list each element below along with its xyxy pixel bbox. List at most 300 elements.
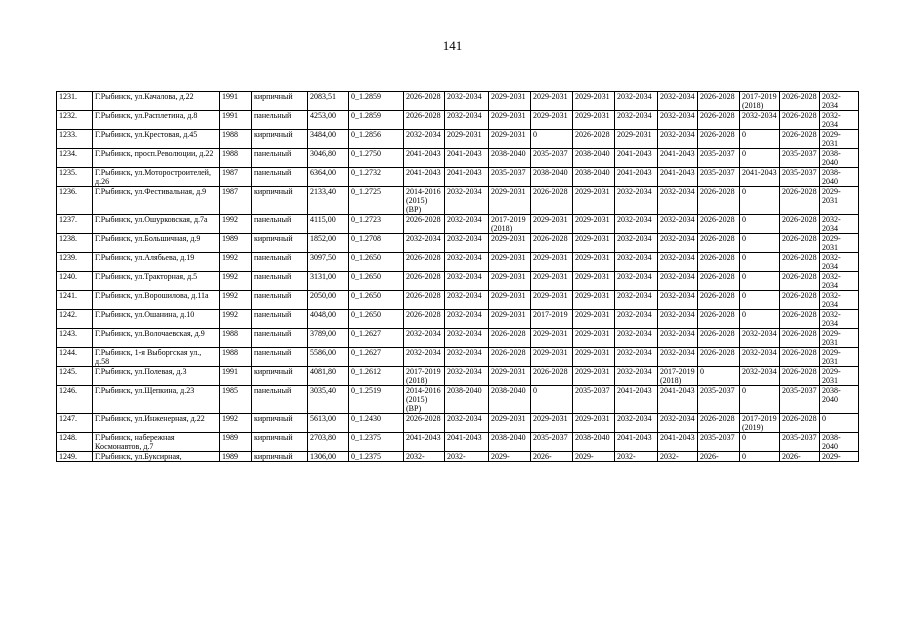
cell-works-3: 2038-2040 xyxy=(489,433,531,452)
cell-works-1: 2026-2028 xyxy=(404,111,445,130)
table-row xyxy=(57,272,859,291)
cell-address: Г.Рыбинск, ул.Волочаевская, д.9 xyxy=(93,329,220,348)
cell-build-year: 1989 xyxy=(220,452,252,462)
cell-works-10: 2035-2037 xyxy=(780,149,820,168)
cell-build-year: 1987 xyxy=(220,168,252,187)
cell-works-5: 2038-2040 xyxy=(573,149,615,168)
cell-priority-index: 0_1.2612 xyxy=(349,367,404,386)
cell-build-year: 1988 xyxy=(220,130,252,149)
cell-works-8: 2035-2037 xyxy=(698,149,740,168)
cell-priority-index: 0_1.2650 xyxy=(349,272,404,291)
cell-build-year: 1985 xyxy=(220,386,252,414)
cell-wall-material: панельный xyxy=(252,168,308,187)
cell-works-4: 2029-2031 xyxy=(531,111,573,130)
cell-priority-index: 0_1.2650 xyxy=(349,310,404,329)
cell-works-4: 0 xyxy=(531,386,573,414)
cell-works-1: 2026-2028 xyxy=(404,310,445,329)
cell-works-1: 2026-2028 xyxy=(404,272,445,291)
cell-row-number: 1248. xyxy=(57,433,93,452)
cell-works-6: 2032- xyxy=(615,452,658,462)
cell-works-11: 2032-2034 xyxy=(820,272,859,291)
cell-works-1: 2026-2028 xyxy=(404,291,445,310)
cell-works-9: 0 xyxy=(740,215,780,234)
cell-works-8: 2035-2037 xyxy=(698,168,740,187)
table-row xyxy=(57,414,859,433)
cell-priority-index: 0_1.2750 xyxy=(349,149,404,168)
cell-works-9: 0 xyxy=(740,272,780,291)
cell-build-year: 1992 xyxy=(220,253,252,272)
cell-address: Г.Рыбинск, ул.Щепкина, д.23 xyxy=(93,386,220,414)
cell-works-9: 0 xyxy=(740,433,780,452)
cell-works-8: 2026-2028 xyxy=(698,111,740,130)
cell-works-7: 2032-2034 xyxy=(658,310,698,329)
cell-build-year: 1987 xyxy=(220,187,252,215)
cell-works-11: 2032-2034 xyxy=(820,92,859,111)
cell-works-3: 2038-2040 xyxy=(489,149,531,168)
cell-row-number: 1239. xyxy=(57,253,93,272)
cell-works-6: 2032-2034 xyxy=(615,414,658,433)
table-row xyxy=(57,386,859,414)
cell-wall-material: панельный xyxy=(252,272,308,291)
cell-works-4: 2026-2028 xyxy=(531,234,573,253)
cell-works-11: 2029-2031 xyxy=(820,329,859,348)
cell-works-10: 2026-2028 xyxy=(780,329,820,348)
cell-address: Г.Рыбинск, ул.Полевая, д.3 xyxy=(93,367,220,386)
cell-works-6: 2032-2034 xyxy=(615,187,658,215)
cell-address: Г.Рыбинск, ул.Фестивальная, д.9 xyxy=(93,187,220,215)
page-number: 141 xyxy=(442,38,463,53)
cell-works-10: 2026-2028 xyxy=(780,272,820,291)
cell-works-7: 2032-2034 xyxy=(658,272,698,291)
cell-works-2: 2032- xyxy=(445,452,489,462)
cell-build-year: 1992 xyxy=(220,310,252,329)
page-bottom-edge xyxy=(0,603,905,640)
cell-works-11: 2029-2031 xyxy=(820,130,859,149)
cell-works-3: 2029-2031 xyxy=(489,367,531,386)
cell-build-year: 1991 xyxy=(220,367,252,386)
cell-works-11: 2029- xyxy=(820,452,859,462)
cell-total-area: 4048,00 xyxy=(308,310,349,329)
table-row xyxy=(57,329,859,348)
cell-works-1: 2026-2028 xyxy=(404,92,445,111)
cell-works-6: 2041-2043 xyxy=(615,168,658,187)
cell-wall-material: панельный xyxy=(252,111,308,130)
cell-wall-material: кирпичный xyxy=(252,92,308,111)
cell-works-11: 2029-2031 xyxy=(820,187,859,215)
cell-row-number: 1249. xyxy=(57,452,93,462)
cell-works-3: 2035-2037 xyxy=(489,168,531,187)
cell-works-5: 2029-2031 xyxy=(573,92,615,111)
cell-works-3: 2038-2040 xyxy=(489,386,531,414)
cell-wall-material: кирпичный xyxy=(252,130,308,149)
cell-address: Г.Рыбинск, ул.Ворошилова, д.11а xyxy=(93,291,220,310)
cell-works-10: 2026-2028 xyxy=(780,310,820,329)
cell-works-10: 2026-2028 xyxy=(780,92,820,111)
cell-works-2: 2032-2034 xyxy=(445,111,489,130)
cell-wall-material: кирпичный xyxy=(252,367,308,386)
cell-total-area: 4081,80 xyxy=(308,367,349,386)
cell-works-2: 2032-2034 xyxy=(445,234,489,253)
cell-build-year: 1992 xyxy=(220,291,252,310)
table-row xyxy=(57,149,859,168)
cell-works-7: 2032-2034 xyxy=(658,234,698,253)
cell-works-3: 2029-2031 xyxy=(489,187,531,215)
cell-works-8: 2026-2028 xyxy=(698,187,740,215)
cell-works-1: 2032-2034 xyxy=(404,329,445,348)
cell-works-7: 2032-2034 xyxy=(658,414,698,433)
cell-works-7: 2032-2034 xyxy=(658,215,698,234)
cell-works-5: 2029-2031 xyxy=(573,253,615,272)
cell-works-4: 2026-2028 xyxy=(531,187,573,215)
cell-works-11: 2032-2034 xyxy=(820,215,859,234)
cell-works-9: 2032-2034 xyxy=(740,329,780,348)
cell-row-number: 1236. xyxy=(57,187,93,215)
cell-works-10: 2035-2037 xyxy=(780,168,820,187)
table-row xyxy=(57,111,859,130)
cell-works-4: 2029-2031 xyxy=(531,92,573,111)
cell-works-7: 2032-2034 xyxy=(658,329,698,348)
cell-works-2: 2032-2034 xyxy=(445,329,489,348)
cell-works-3: 2029-2031 xyxy=(489,111,531,130)
cell-works-8: 2026-2028 xyxy=(698,272,740,291)
cell-total-area: 6364,00 xyxy=(308,168,349,187)
cell-works-11: 2038-2040 xyxy=(820,433,859,452)
cell-total-area: 3035,40 xyxy=(308,386,349,414)
cell-works-9: 2032-2034 xyxy=(740,348,780,367)
cell-works-10: 2035-2037 xyxy=(780,386,820,414)
cell-works-10: 2026-2028 xyxy=(780,111,820,130)
cell-works-2: 2032-2034 xyxy=(445,253,489,272)
cell-works-3: 2029-2031 xyxy=(489,92,531,111)
cell-works-2: 2032-2034 xyxy=(445,348,489,367)
cell-works-5: 2038-2040 xyxy=(573,433,615,452)
cell-works-8: 0 xyxy=(698,367,740,386)
cell-works-10: 2026-2028 xyxy=(780,367,820,386)
cell-priority-index: 0_1.2859 xyxy=(349,111,404,130)
cell-works-4: 2029-2031 xyxy=(531,215,573,234)
cell-total-area: 2703,80 xyxy=(308,433,349,452)
cell-works-9: 0 xyxy=(740,310,780,329)
table-row xyxy=(57,291,859,310)
cell-works-1: 2026-2028 xyxy=(404,253,445,272)
cell-total-area: 3484,00 xyxy=(308,130,349,149)
cell-works-5: 2038-2040 xyxy=(573,168,615,187)
cell-build-year: 1992 xyxy=(220,414,252,433)
cell-address: Г.Рыбинск, ул.Моторостроителей, д.26 xyxy=(93,168,220,187)
cell-works-8: 2035-2037 xyxy=(698,386,740,414)
cell-total-area: 1852,00 xyxy=(308,234,349,253)
cell-works-3: 2029-2031 xyxy=(489,234,531,253)
cell-works-9: 0 xyxy=(740,187,780,215)
housing-register-table xyxy=(56,91,859,462)
cell-works-4: 2029-2031 xyxy=(531,291,573,310)
cell-works-4: 2035-2037 xyxy=(531,433,573,452)
cell-priority-index: 0_1.2708 xyxy=(349,234,404,253)
cell-works-8: 2026-2028 xyxy=(698,348,740,367)
cell-priority-index: 0_1.2856 xyxy=(349,130,404,149)
cell-address: Г.Рыбинск, ул.Тракторная, д.5 xyxy=(93,272,220,291)
cell-works-3: 2017-2019 (2018) xyxy=(489,215,531,234)
cell-total-area: 2083,51 xyxy=(308,92,349,111)
cell-works-7: 2032-2034 xyxy=(658,187,698,215)
cell-works-4: 2038-2040 xyxy=(531,168,573,187)
cell-total-area: 5586,00 xyxy=(308,348,349,367)
cell-build-year: 1991 xyxy=(220,111,252,130)
cell-works-11: 0 xyxy=(820,414,859,433)
cell-works-8: 2026-2028 xyxy=(698,310,740,329)
cell-works-11: 2038-2040 xyxy=(820,168,859,187)
cell-build-year: 1988 xyxy=(220,329,252,348)
cell-works-3: 2029- xyxy=(489,452,531,462)
cell-works-11: 2032-2034 xyxy=(820,111,859,130)
cell-works-3: 2026-2028 xyxy=(489,329,531,348)
cell-row-number: 1241. xyxy=(57,291,93,310)
cell-works-4: 2029-2031 xyxy=(531,414,573,433)
cell-works-9: 2041-2043 xyxy=(740,168,780,187)
cell-works-3: 2029-2031 xyxy=(489,272,531,291)
cell-works-11: 2029-2031 xyxy=(820,234,859,253)
cell-works-2: 2041-2043 xyxy=(445,149,489,168)
cell-row-number: 1235. xyxy=(57,168,93,187)
cell-total-area: 2133,40 xyxy=(308,187,349,215)
cell-works-4: 2035-2037 xyxy=(531,149,573,168)
cell-works-8: 2026-2028 xyxy=(698,234,740,253)
cell-address: Г.Рыбинск, ул.Ошанина, д.10 xyxy=(93,310,220,329)
cell-wall-material: кирпичный xyxy=(252,452,308,462)
cell-address: Г.Рыбинск, ул.Расплетина, д.8 xyxy=(93,111,220,130)
cell-works-11: 2038-2040 xyxy=(820,386,859,414)
cell-wall-material: панельный xyxy=(252,386,308,414)
cell-works-3: 2029-2031 xyxy=(489,253,531,272)
cell-works-1: 2026-2028 xyxy=(404,215,445,234)
cell-works-6: 2029-2031 xyxy=(615,130,658,149)
cell-works-2: 2038-2040 xyxy=(445,386,489,414)
cell-works-11: 2029-2031 xyxy=(820,367,859,386)
cell-row-number: 1245. xyxy=(57,367,93,386)
cell-wall-material: кирпичный xyxy=(252,414,308,433)
cell-works-2: 2032-2034 xyxy=(445,272,489,291)
cell-works-8: 2026-2028 xyxy=(698,253,740,272)
cell-row-number: 1238. xyxy=(57,234,93,253)
cell-works-6: 2032-2034 xyxy=(615,329,658,348)
cell-wall-material: кирпичный xyxy=(252,433,308,452)
cell-works-5: 2029-2031 xyxy=(573,310,615,329)
cell-works-9: 0 xyxy=(740,386,780,414)
table-row xyxy=(57,433,859,452)
cell-total-area: 3046,80 xyxy=(308,149,349,168)
cell-works-4: 2029-2031 xyxy=(531,348,573,367)
cell-works-8: 2026-2028 xyxy=(698,291,740,310)
cell-build-year: 1991 xyxy=(220,92,252,111)
cell-works-7: 2032-2034 xyxy=(658,348,698,367)
cell-works-6: 2032-2034 xyxy=(615,234,658,253)
cell-works-1: 2017-2019 (2018) xyxy=(404,367,445,386)
cell-works-4: 2029-2031 xyxy=(531,272,573,291)
cell-works-2: 2032-2034 xyxy=(445,367,489,386)
cell-works-6: 2032-2034 xyxy=(615,367,658,386)
cell-row-number: 1242. xyxy=(57,310,93,329)
cell-works-1: 2041-2043 xyxy=(404,149,445,168)
cell-works-4: 2029-2031 xyxy=(531,329,573,348)
cell-address: Г.Рыбинск, ул.Ошурковская, д.7а xyxy=(93,215,220,234)
cell-priority-index: 0_1.2650 xyxy=(349,291,404,310)
cell-works-2: 2032-2034 xyxy=(445,414,489,433)
cell-priority-index: 0_1.2732 xyxy=(349,168,404,187)
cell-works-9: 0 xyxy=(740,149,780,168)
cell-works-10: 2026-2028 xyxy=(780,253,820,272)
cell-works-2: 2032-2034 xyxy=(445,187,489,215)
table-row xyxy=(57,92,859,111)
cell-works-2: 2041-2043 xyxy=(445,433,489,452)
cell-works-7: 2017-2019 (2018) xyxy=(658,367,698,386)
cell-priority-index: 0_1.2375 xyxy=(349,433,404,452)
cell-row-number: 1234. xyxy=(57,149,93,168)
cell-works-1: 2032-2034 xyxy=(404,348,445,367)
cell-works-1: 2041-2043 xyxy=(404,433,445,452)
cell-wall-material: панельный xyxy=(252,291,308,310)
cell-works-10: 2026-2028 xyxy=(780,234,820,253)
cell-works-5: 2029- xyxy=(573,452,615,462)
cell-priority-index: 0_1.2519 xyxy=(349,386,404,414)
cell-works-3: 2029-2031 xyxy=(489,291,531,310)
cell-works-5: 2029-2031 xyxy=(573,272,615,291)
cell-works-10: 2026-2028 xyxy=(780,348,820,367)
cell-works-7: 2032-2034 xyxy=(658,130,698,149)
cell-works-2: 2041-2043 xyxy=(445,168,489,187)
cell-address: Г.Рыбинск, ул.Инженерная, д.22 xyxy=(93,414,220,433)
cell-priority-index: 0_1.2627 xyxy=(349,329,404,348)
cell-works-2: 2032-2034 xyxy=(445,291,489,310)
cell-build-year: 1989 xyxy=(220,433,252,452)
cell-works-7: 2032-2034 xyxy=(658,111,698,130)
cell-row-number: 1240. xyxy=(57,272,93,291)
cell-priority-index: 0_1.2430 xyxy=(349,414,404,433)
table-row xyxy=(57,348,859,367)
cell-works-7: 2032-2034 xyxy=(658,92,698,111)
cell-works-4: 2026-2028 xyxy=(531,367,573,386)
cell-total-area: 4115,00 xyxy=(308,215,349,234)
cell-works-4: 2017-2019 xyxy=(531,310,573,329)
cell-works-2: 2032-2034 xyxy=(445,215,489,234)
cell-build-year: 1992 xyxy=(220,272,252,291)
cell-works-6: 2032-2034 xyxy=(615,272,658,291)
cell-works-1: 2032-2034 xyxy=(404,130,445,149)
table-row xyxy=(57,253,859,272)
cell-total-area: 3097,50 xyxy=(308,253,349,272)
cell-works-9: 0 xyxy=(740,253,780,272)
cell-wall-material: панельный xyxy=(252,310,308,329)
cell-works-11: 2032-2034 xyxy=(820,310,859,329)
cell-works-11: 2029-2031 xyxy=(820,348,859,367)
cell-row-number: 1231. xyxy=(57,92,93,111)
cell-works-8: 2026-2028 xyxy=(698,130,740,149)
cell-row-number: 1244. xyxy=(57,348,93,367)
cell-works-5: 2029-2031 xyxy=(573,215,615,234)
cell-total-area: 3789,00 xyxy=(308,329,349,348)
cell-works-7: 2041-2043 xyxy=(658,433,698,452)
cell-works-10: 2026-2028 xyxy=(780,291,820,310)
cell-works-5: 2029-2031 xyxy=(573,329,615,348)
cell-address: Г.Рыбинск, просп.Революции, д.22 xyxy=(93,149,220,168)
cell-total-area: 5613,00 xyxy=(308,414,349,433)
cell-works-5: 2029-2031 xyxy=(573,348,615,367)
cell-build-year: 1992 xyxy=(220,215,252,234)
cell-works-9: 2017-2019 (2018) xyxy=(740,92,780,111)
cell-works-1: 2014-2016 (2015) (ВР) xyxy=(404,386,445,414)
cell-works-6: 2032-2034 xyxy=(615,310,658,329)
cell-row-number: 1232. xyxy=(57,111,93,130)
cell-works-2: 2029-2031 xyxy=(445,130,489,149)
cell-row-number: 1233. xyxy=(57,130,93,149)
cell-works-6: 2032-2034 xyxy=(615,348,658,367)
cell-wall-material: панельный xyxy=(252,149,308,168)
cell-wall-material: панельный xyxy=(252,348,308,367)
cell-build-year: 1988 xyxy=(220,149,252,168)
table-row xyxy=(57,130,859,149)
cell-works-8: 2026-2028 xyxy=(698,92,740,111)
cell-works-10: 2026- xyxy=(780,452,820,462)
cell-works-1: 2032- xyxy=(404,452,445,462)
cell-works-8: 2026-2028 xyxy=(698,329,740,348)
cell-works-7: 2041-2043 xyxy=(658,168,698,187)
cell-works-11: 2032-2034 xyxy=(820,291,859,310)
cell-works-7: 2032-2034 xyxy=(658,291,698,310)
cell-works-8: 2026-2028 xyxy=(698,414,740,433)
cell-works-6: 2032-2034 xyxy=(615,291,658,310)
table-row xyxy=(57,234,859,253)
cell-works-3: 2029-2031 xyxy=(489,414,531,433)
cell-works-6: 2032-2034 xyxy=(615,215,658,234)
cell-priority-index: 0_1.2723 xyxy=(349,215,404,234)
cell-works-1: 2014-2016 (2015) (ВР) xyxy=(404,187,445,215)
cell-works-8: 2035-2037 xyxy=(698,433,740,452)
cell-works-10: 2026-2028 xyxy=(780,414,820,433)
cell-works-7: 2032- xyxy=(658,452,698,462)
table-row xyxy=(57,187,859,215)
cell-total-area: 3131,00 xyxy=(308,272,349,291)
cell-works-5: 2029-2031 xyxy=(573,111,615,130)
cell-total-area: 4253,00 xyxy=(308,111,349,130)
cell-works-3: 2029-2031 xyxy=(489,310,531,329)
cell-works-10: 2026-2028 xyxy=(780,187,820,215)
cell-works-6: 2032-2034 xyxy=(615,92,658,111)
cell-works-5: 2029-2031 xyxy=(573,414,615,433)
cell-address: Г.Рыбинск, набережная Космонавтов, д.7 xyxy=(93,433,220,452)
cell-works-7: 2032-2034 xyxy=(658,253,698,272)
cell-works-6: 2032-2034 xyxy=(615,111,658,130)
cell-works-6: 2041-2043 xyxy=(615,386,658,414)
cell-works-7: 2041-2043 xyxy=(658,149,698,168)
cell-works-9: 0 xyxy=(740,291,780,310)
cell-works-9: 0 xyxy=(740,130,780,149)
cell-address: Г.Рыбинск, ул.Алябьева, д.19 xyxy=(93,253,220,272)
cell-priority-index: 0_1.2725 xyxy=(349,187,404,215)
cell-works-3: 2029-2031 xyxy=(489,130,531,149)
cell-row-number: 1237. xyxy=(57,215,93,234)
table-row xyxy=(57,452,859,462)
cell-works-5: 2026-2028 xyxy=(573,130,615,149)
cell-priority-index: 0_1.2627 xyxy=(349,348,404,367)
table-row xyxy=(57,215,859,234)
cell-works-4: 0 xyxy=(531,130,573,149)
cell-works-8: 2026- xyxy=(698,452,740,462)
cell-row-number: 1243. xyxy=(57,329,93,348)
cell-works-2: 2032-2034 xyxy=(445,310,489,329)
cell-works-5: 2029-2031 xyxy=(573,291,615,310)
cell-address: Г.Рыбинск, ул.Буксирная, xyxy=(93,452,220,462)
cell-row-number: 1246. xyxy=(57,386,93,414)
cell-works-10: 2026-2028 xyxy=(780,215,820,234)
